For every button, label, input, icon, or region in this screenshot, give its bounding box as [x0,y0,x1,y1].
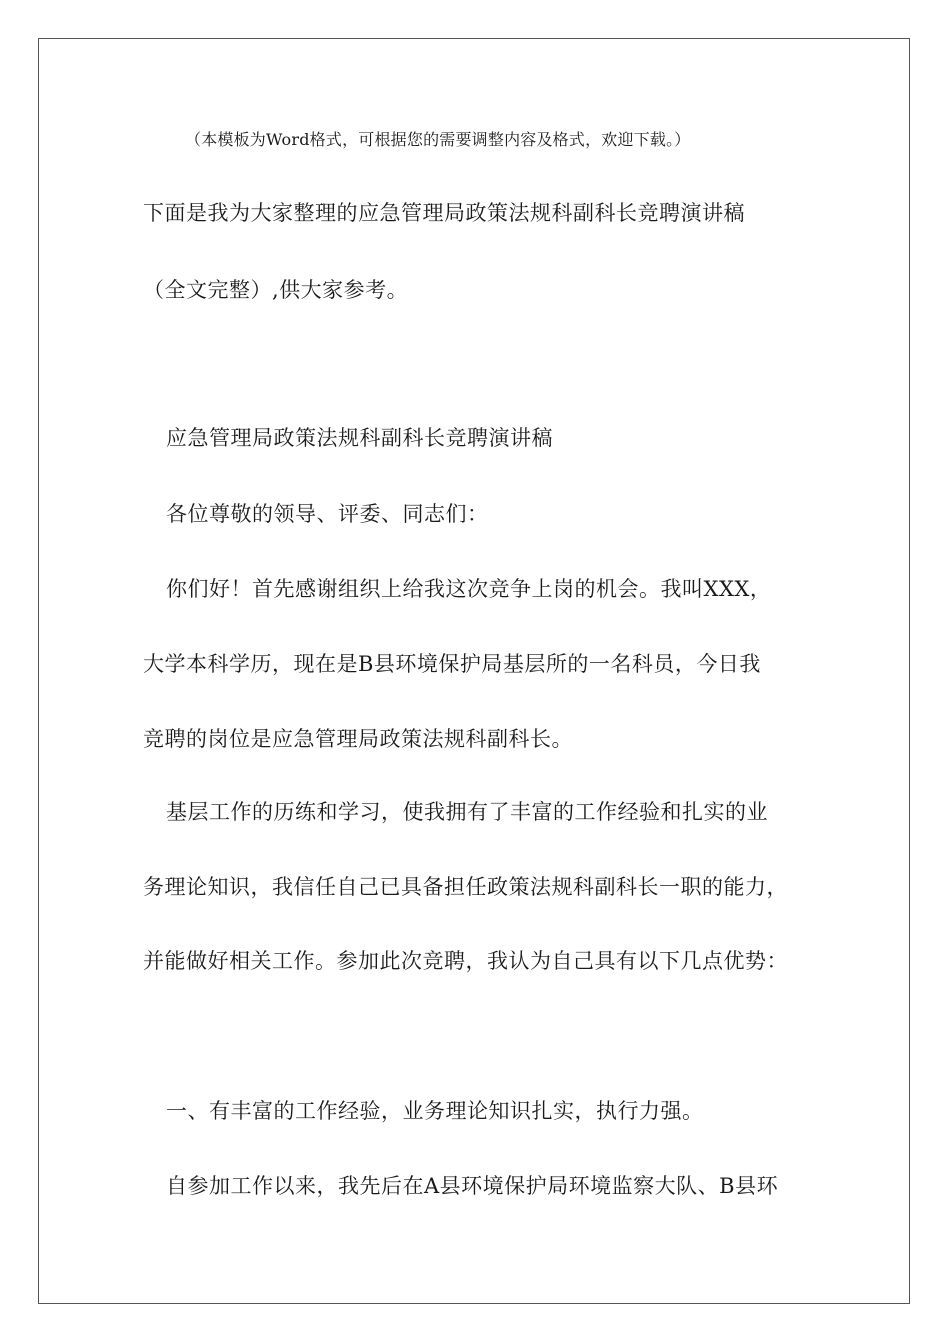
intro-line-2: （全文完整）,供大家参考。 [143,278,409,302]
paragraph-2-line-3: 并能做好相关工作。参加此次竞聘，我认为自己具有以下几点优势： [143,949,788,973]
section-heading-1: 一、有丰富的工作经验，业务理论知识扎实，执行力强。 [166,1099,704,1123]
paragraph-1-line-2: 大学本科学历，现在是B县环境保护局基层所的一名科员，今日我 [143,652,761,676]
paragraph-3-line-1: 自参加工作以来，我先后在A县环境保护局环境监察大队、B县环 [166,1174,779,1198]
paragraph-2-line-1: 基层工作的历练和学习，使我拥有了丰富的工作经验和扎实的业 [166,800,768,824]
paragraph-1-line-1: 你们好！首先感谢组织上给我这次竞争上岗的机会。我叫XXX， [166,577,772,601]
intro-line-1: 下面是我为大家整理的应急管理局政策法规科副科长竞聘演讲稿 [143,201,745,225]
paragraph-2-line-2: 务理论知识，我信任自己已具备担任政策法规科副科长一职的能力， [143,875,788,899]
speech-title: 应急管理局政策法规科副科长竞聘演讲稿 [166,426,553,450]
template-note: （本模板为Word格式，可根据您的需要调整内容及格式，欢迎下载。） [185,130,691,149]
salutation: 各位尊敬的领导、评委、同志们： [166,502,489,526]
paragraph-1-line-3: 竞聘的岗位是应急管理局政策法规科副科长。 [143,727,573,751]
